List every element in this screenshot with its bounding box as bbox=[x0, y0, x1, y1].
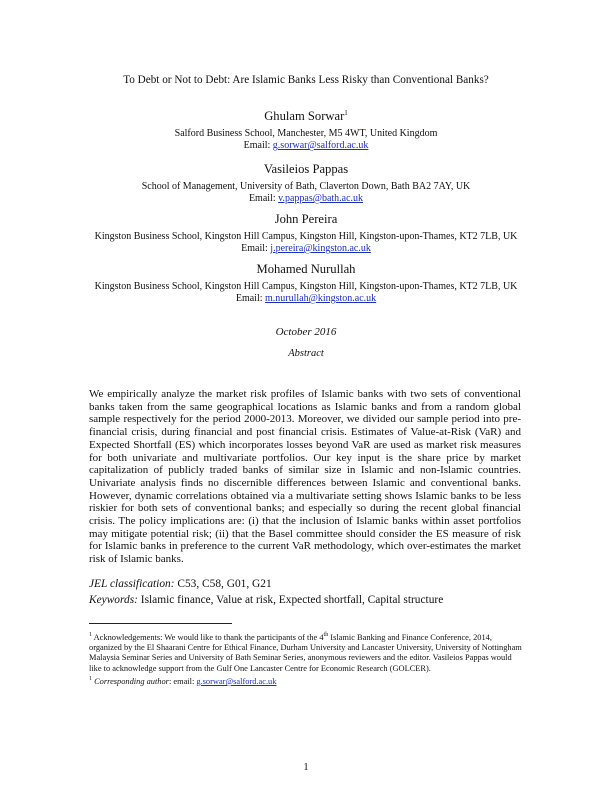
footnote-mark: 1 bbox=[89, 632, 92, 638]
author-name: Mohamed Nurullah bbox=[256, 262, 356, 276]
page-number: 1 bbox=[303, 762, 309, 773]
author-email-line bbox=[0, 193, 612, 205]
email-label: Email: bbox=[248, 193, 279, 204]
footnotes bbox=[89, 630, 525, 687]
jel-classification bbox=[89, 578, 272, 590]
ack-text-part-2: Islamic Banking and Finance Conference, 2014, organized by the El Shaarani Centre for Ethical Finance, Durham University and Lancaster University, University of Nottingham Malaysia Seminar Series and University of Bath Seminar Series, anonymous reviewers and the editor. Vasileios Pappas would like to acknowledge support from the Gulf One Lancaster Centre for Economic Research (GOLCER). bbox=[89, 632, 522, 673]
corresponding-author-text: : email: bbox=[168, 676, 197, 686]
email-label: Email: bbox=[241, 243, 271, 254]
author-block-4 bbox=[0, 262, 612, 305]
footnote-mark: 1 bbox=[89, 675, 92, 682]
jel-label: JEL classification: bbox=[89, 578, 175, 590]
keywords-value: Islamic finance, Value at risk, Expected shortfall, Capital structure bbox=[137, 594, 444, 606]
paper-date: October 2016 bbox=[275, 326, 337, 338]
author-name: John Pereira bbox=[274, 212, 338, 226]
ordinal-suffix: th bbox=[323, 632, 329, 638]
author-email-line bbox=[0, 293, 612, 305]
author-affiliation: Kingston Business School, Kingston Hill Campus, Kingston Hill, Kingston-upon-Thames, KT2 7LB, UK bbox=[94, 231, 518, 242]
footnote-divider bbox=[89, 623, 232, 624]
author-name bbox=[0, 109, 612, 124]
abstract-text: We empirically analyze the market risk profiles of Islamic banks with two sets of conventional banks taken from the same geographical locations as Islamic banks and from a random global sample respectively for the period 2000-2013. Moreover, we divided our sample period into pre-financial crisis, during financial and post financial crisis. Estimates of Value-at-Risk (VaR) and Expected Shortfall (ES) which incorporates losses beyond VaR are used as market risk measures for both univariate and multivariate portfolios. Our key input is the share price by market capitalization of publicly traded banks of similar size in Islamic and non-Islamic countries. Univariate analysis finds no discernible differences between Islamic and conventional banks. However, dynamic correlations obtained via a multivariate setting shows Islamic banks to be less riskier for both sets of conventional banks; and especially so during the recent global financial crisis. The policy implications are: (i) that the inclusion of Islamic banks within asset portfolios may mitigate potential risk; (ii) that the Basel committee should consider the ES measure of risk for Islamic banks in preference to the current VaR methodology, which over-estimates the market risk of Islamic banks. bbox=[89, 388, 521, 566]
paper-title: To Debt or Not to Debt: Are Islamic Banks Less Risky than Conventional Banks? bbox=[123, 74, 489, 86]
author-email-link[interactable]: j.pereira@kingston.ac.uk bbox=[270, 243, 371, 254]
author-affiliation: School of Management, University of Bath, Claverton Down, Bath BA2 7AY, UK bbox=[141, 181, 471, 192]
email-label: Email: bbox=[235, 293, 266, 304]
author-block-1 bbox=[0, 109, 612, 152]
author-email-line bbox=[0, 140, 612, 152]
footnote-acknowledgements bbox=[89, 630, 525, 674]
corresponding-author-email-link[interactable]: g.sorwar@salford.ac.uk bbox=[196, 676, 277, 686]
footnote-mark: 1 bbox=[344, 109, 348, 117]
author-name: Vasileios Pappas bbox=[263, 162, 349, 176]
corresponding-author-label: Corresponding author bbox=[92, 676, 169, 686]
author-email-line bbox=[0, 243, 612, 255]
author-name-text: Ghulam Sorwar bbox=[264, 109, 345, 124]
author-block-3 bbox=[0, 212, 612, 255]
keywords bbox=[89, 594, 443, 606]
jel-value: C53, C58, G01, G21 bbox=[174, 578, 272, 590]
footnote-corresponding-author bbox=[89, 674, 525, 687]
author-email-link[interactable]: v.pappas@bath.ac.uk bbox=[278, 193, 364, 204]
author-affiliation: Salford Business School, Manchester, M5 4WT, United Kingdom bbox=[174, 128, 438, 140]
keywords-label: Keywords: bbox=[89, 594, 138, 606]
author-block-2 bbox=[0, 162, 612, 205]
author-affiliation: Kingston Business School, Kingston Hill Campus, Kingston Hill, Kingston-upon-Thames, KT2 7LB, UK bbox=[94, 281, 518, 292]
ack-text-part-1: Acknowledgements: We would like to thank the participants of the 4 bbox=[92, 632, 324, 642]
abstract-heading: Abstract bbox=[288, 348, 324, 359]
author-email-link[interactable]: m.nurullah@kingston.ac.uk bbox=[265, 293, 377, 304]
email-label: Email: bbox=[243, 140, 273, 152]
author-email-link[interactable]: g.sorwar@salford.ac.uk bbox=[272, 140, 369, 152]
